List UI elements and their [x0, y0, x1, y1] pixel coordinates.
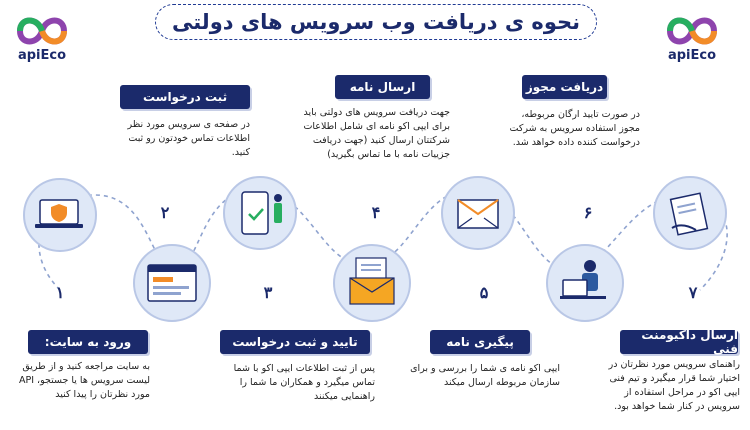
step-number: ۵ — [479, 283, 489, 302]
logo-text: apiEco — [17, 48, 67, 63]
step-7-title: ارسال داکیومنت فنی — [620, 330, 738, 354]
step-5-desc: ایپی اکو نامه ی شما را بررسی و برای سازمان مربوطه ارسال میکند — [410, 363, 560, 388]
page-title: نحوه ی دریافت وب سرویس های دولتی — [155, 4, 597, 40]
step-5-title: پیگیری نامه — [430, 330, 530, 354]
step-1-title: ورود به سایت: — [28, 330, 148, 354]
browser-window-icon — [148, 265, 196, 301]
step-1-desc: به سایت مراجعه کنید و از طریق لیست سرویس ها یا جستجو، API مورد نظرتان را پیدا کنید — [18, 361, 150, 400]
email-open-icon — [458, 200, 498, 228]
step-number: ۷ — [688, 283, 698, 302]
step-6-desc: در صورت تایید ارگان مربوطه، مجوز استفاده سرویس به شرکت درخواست کننده داده خواهد شد. — [509, 109, 640, 148]
step-2-desc: در صفحه ی سرویس مورد نظر اطلاعات تماس خودتون رو ثبت کنید. — [127, 119, 250, 158]
laptop-security-icon — [35, 200, 83, 228]
certificate-hand-icon — [671, 193, 708, 234]
step-2-title: ثبت درخواست — [120, 85, 250, 109]
step-7-desc: راهنمای سرویس مورد نظرتان در اختیار شما قرار میگیرد و تیم فنی ایپی اکو در مراحل استفاده از سرویس در کنار شما خواهد بود. — [608, 359, 740, 412]
step-number: ۶ — [583, 203, 593, 222]
step-number: ۲ — [160, 203, 170, 222]
step-number: ۳ — [263, 283, 273, 302]
step-number: ۱ — [55, 283, 65, 302]
step-3-title: تایید و ثبت درخواست — [220, 330, 370, 354]
logo-text: apiEco — [667, 48, 717, 63]
step-4-desc: جهت دریافت سرویس های دولتی باید برای ایپی اکو نامه ای شامل اطلاعات شرکتتان ارسال کنید (جهت دریافت جزییات نامه با ما تماس بگیرید) — [303, 107, 450, 160]
step-6-title: دریافت مجوز — [522, 75, 607, 99]
step-3-desc: پس از ثبت اطلاعات ایپی اکو با شما تماس میگیرد و همکاران ما شما را راهنمایی میکنند — [233, 363, 375, 402]
step-number: ۴ — [371, 203, 381, 222]
step-4-title: ارسال نامه — [335, 75, 430, 99]
